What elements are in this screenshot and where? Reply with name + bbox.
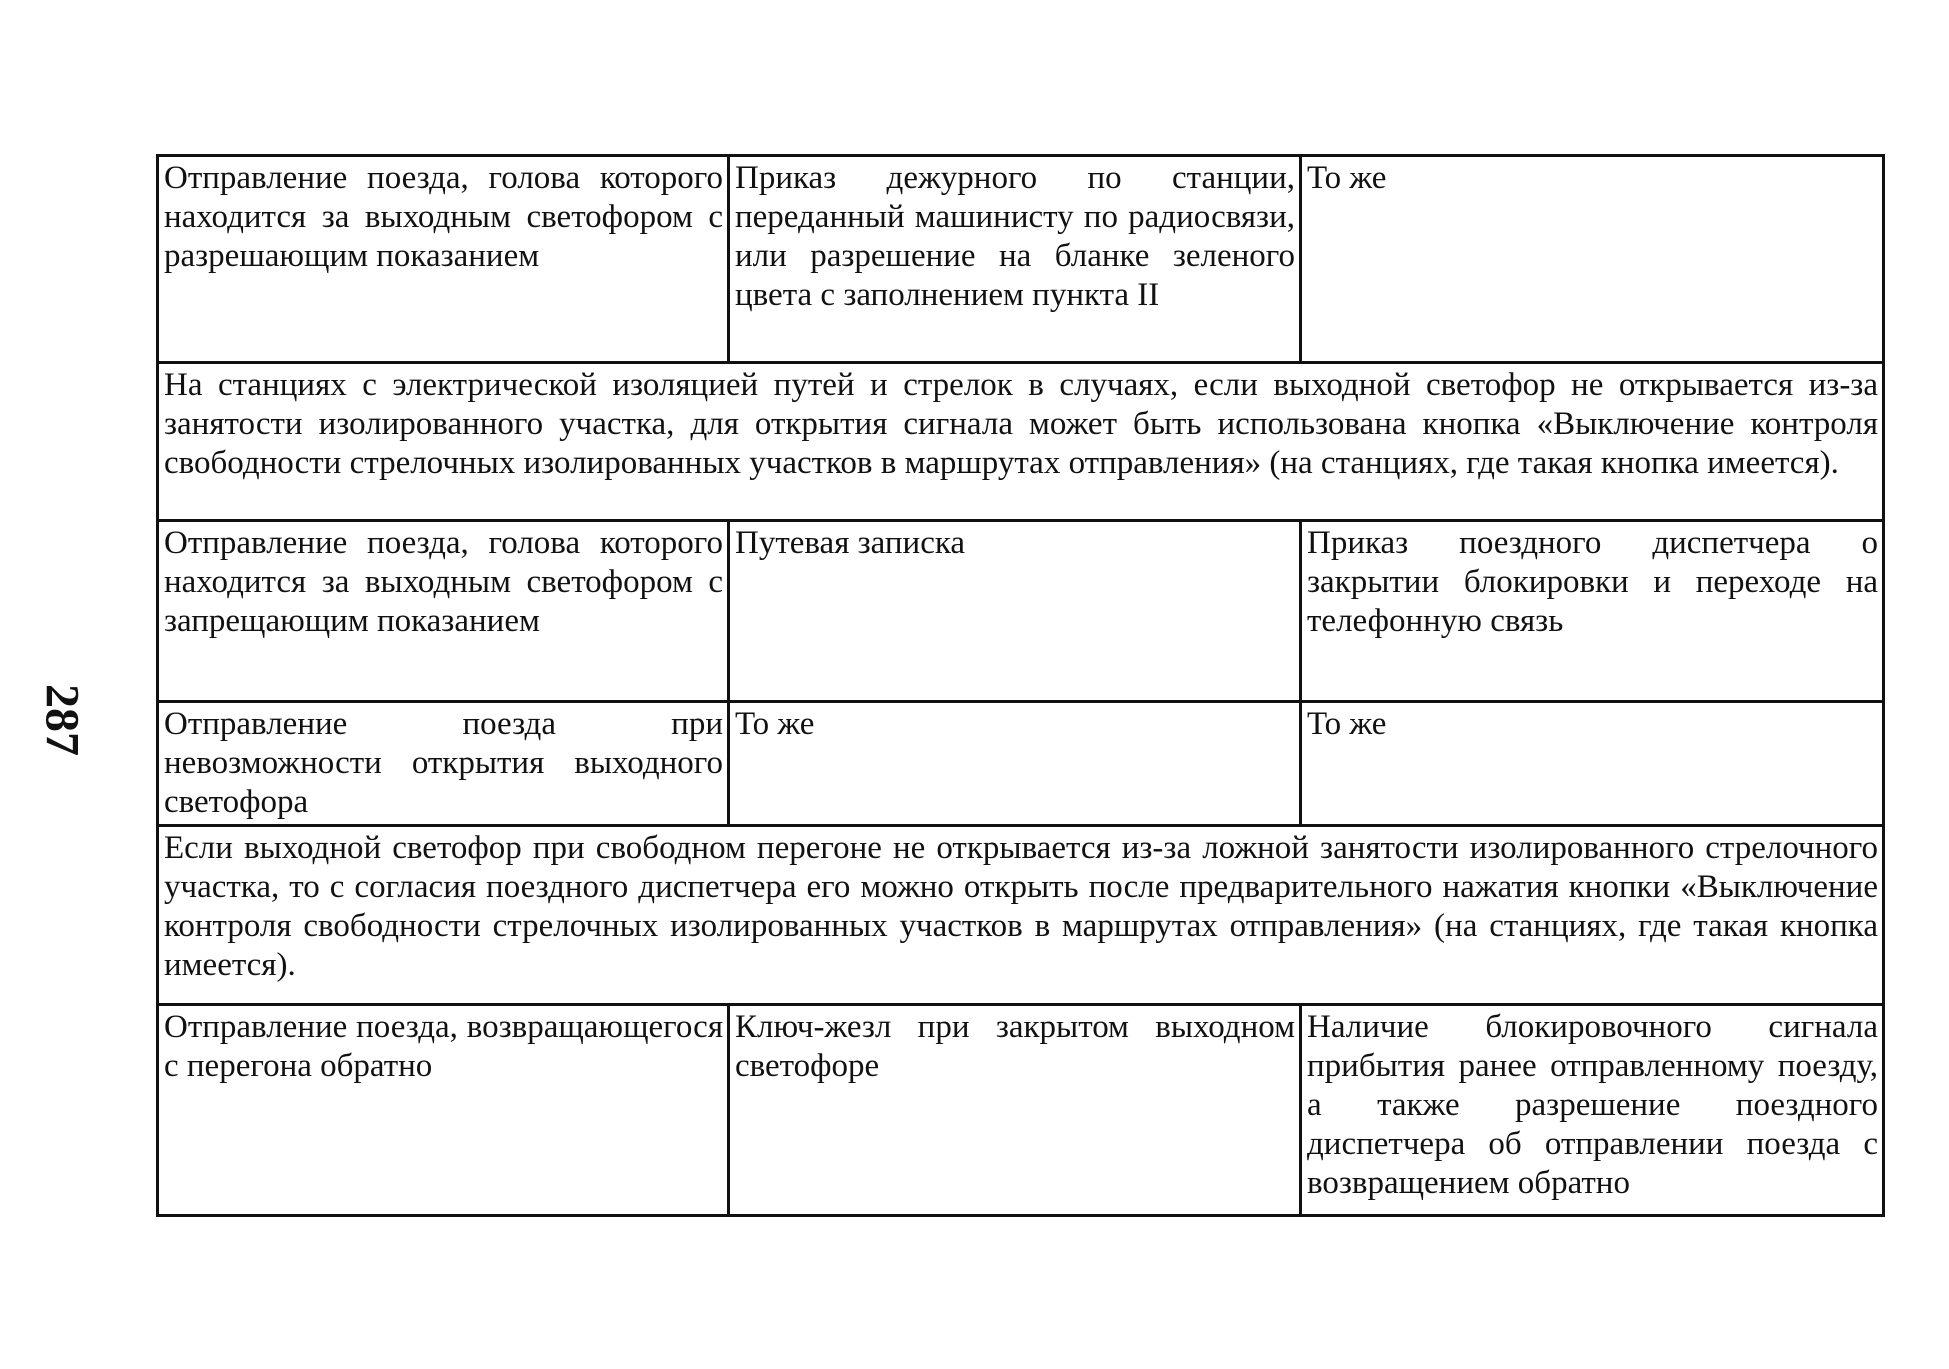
table-cell: Наличие блокировочного сигнала прибытия ранее отправленному поезду, а также разрешение поездного диспетчера об отправлении поезда с возвращением обратно	[1301, 1005, 1884, 1216]
table-cell: Отправление поезда, возвращающегося с перегона обратно	[158, 1005, 729, 1216]
table-row	[158, 156, 1884, 363]
table-row	[158, 1005, 1884, 1216]
table-cell: То же	[729, 702, 1301, 826]
table-note: На станциях с электрической изоляцией путей и стрелок в случаях, если выходной светофор не открывается из-за занятости изолированного участка, для открытия сигнала может быть использована кнопка «Выключение контроля свободности стрелочных изолированных участков в маршрутах отправления» (на станциях, где такая кнопка имеется).	[158, 363, 1884, 521]
table-cell: Отправление поезда при невозможности открытия выходного светофора	[158, 702, 729, 826]
page-number: 287	[35, 684, 89, 756]
table-cell: Отправление поезда, голова которого находится за выходным светофором с разрешающим показанием	[158, 156, 729, 363]
table-cell: То же	[1301, 156, 1884, 363]
table-row	[158, 826, 1884, 1005]
table-cell: Ключ-жезл при закрытом выходном светофоре	[729, 1005, 1301, 1216]
table-row	[158, 521, 1884, 702]
table-cell: Отправление поезда, голова которого находится за выходным светофором с запрещающим показанием	[158, 521, 729, 702]
table-cell: То же	[1301, 702, 1884, 826]
table-cell: Приказ дежурного по станции, переданный машинисту по радиосвязи, или разрешение на бланке зеленого цвета с заполнением пункта II	[729, 156, 1301, 363]
table-row	[158, 702, 1884, 826]
table-note: Если выходной светофор при свободном перегоне не открывается из-за ложной занятости изолированного стрелочного участка, то с согласия поездного диспетчера его можно открыть после предварительного нажатия кнопки «Выключение контроля свободности стрелочных изолированных участков в маршрутах отправления» (на станциях, где такая кнопка имеется).	[158, 826, 1884, 1005]
departure-conditions-table	[156, 154, 1885, 1217]
table-row	[158, 363, 1884, 521]
table-cell: Путевая записка	[729, 521, 1301, 702]
table-cell: Приказ поездного диспетчера о закрытии блокировки и переходе на телефонную связь	[1301, 521, 1884, 702]
